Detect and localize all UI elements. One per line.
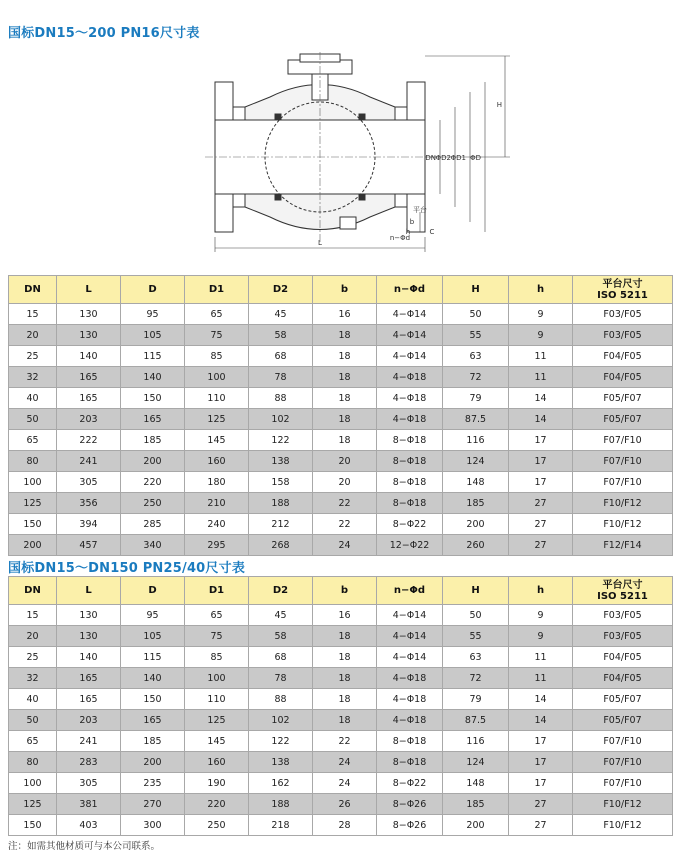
dim-d2-label: ΦD2 bbox=[435, 154, 451, 162]
column-header: D1 bbox=[185, 276, 249, 304]
column-header: D2 bbox=[249, 577, 313, 605]
table-cell: F05/F07 bbox=[573, 710, 673, 731]
table-cell: 24 bbox=[313, 752, 377, 773]
table-cell: 14 bbox=[509, 689, 573, 710]
table-row bbox=[9, 626, 673, 647]
table-cell: 138 bbox=[249, 752, 313, 773]
table-row bbox=[9, 647, 673, 668]
table-cell: 180 bbox=[185, 472, 249, 493]
table-cell: 188 bbox=[249, 794, 313, 815]
table-cell: 110 bbox=[185, 388, 249, 409]
table-cell: F07/F10 bbox=[573, 451, 673, 472]
table-cell: 145 bbox=[185, 731, 249, 752]
table-cell: 20 bbox=[9, 325, 57, 346]
table-row bbox=[9, 710, 673, 731]
table-cell: 165 bbox=[121, 710, 185, 731]
table-cell: 105 bbox=[121, 626, 185, 647]
table-cell: 75 bbox=[185, 626, 249, 647]
column-header: H bbox=[443, 577, 509, 605]
table-cell: F10/F12 bbox=[573, 794, 673, 815]
table-cell: 100 bbox=[185, 668, 249, 689]
table-cell: 218 bbox=[249, 815, 313, 836]
table-cell: 17 bbox=[509, 472, 573, 493]
table-cell: 212 bbox=[249, 514, 313, 535]
table-cell: 250 bbox=[121, 493, 185, 514]
table-cell: 45 bbox=[249, 605, 313, 626]
table-cell: 185 bbox=[121, 731, 185, 752]
table-cell: 8−Φ22 bbox=[377, 514, 443, 535]
table-cell: 11 bbox=[509, 647, 573, 668]
table-cell: 165 bbox=[121, 409, 185, 430]
table-cell: F10/F12 bbox=[573, 815, 673, 836]
table-cell: F12/F14 bbox=[573, 535, 673, 556]
column-header: DN bbox=[9, 577, 57, 605]
table-row bbox=[9, 367, 673, 388]
table-cell: 185 bbox=[121, 430, 185, 451]
table-cell: 283 bbox=[57, 752, 121, 773]
table-cell: 235 bbox=[121, 773, 185, 794]
table-cell: 125 bbox=[185, 710, 249, 731]
table-cell: 50 bbox=[443, 304, 509, 325]
table-cell: 16 bbox=[313, 605, 377, 626]
table-cell: 165 bbox=[57, 367, 121, 388]
table-cell: 4−Φ18 bbox=[377, 668, 443, 689]
table-cell: 8−Φ18 bbox=[377, 472, 443, 493]
table-cell: 9 bbox=[509, 626, 573, 647]
table-cell: 125 bbox=[9, 493, 57, 514]
table-cell: 45 bbox=[249, 304, 313, 325]
footnote: 注：如需其他材质可与本公司联系。 bbox=[8, 841, 161, 852]
table-cell: 130 bbox=[57, 325, 121, 346]
table-cell: 55 bbox=[443, 626, 509, 647]
table-cell: 295 bbox=[185, 535, 249, 556]
table-cell: 150 bbox=[121, 689, 185, 710]
table-cell: F03/F05 bbox=[573, 304, 673, 325]
dim-c-label: C bbox=[429, 228, 435, 236]
table-cell: 24 bbox=[313, 773, 377, 794]
table-cell: F05/F07 bbox=[573, 388, 673, 409]
table-cell: 17 bbox=[509, 731, 573, 752]
column-header: DN bbox=[9, 276, 57, 304]
table-header-row bbox=[9, 577, 673, 605]
column-header: n−Φd bbox=[377, 577, 443, 605]
table-cell: 165 bbox=[57, 689, 121, 710]
table-cell: 124 bbox=[443, 752, 509, 773]
table-cell: 8−Φ18 bbox=[377, 430, 443, 451]
table-cell: 17 bbox=[509, 451, 573, 472]
table-cell: 75 bbox=[185, 325, 249, 346]
table-cell: 4−Φ18 bbox=[377, 689, 443, 710]
table-cell: 14 bbox=[509, 388, 573, 409]
table-cell: 4−Φ14 bbox=[377, 605, 443, 626]
table-cell: 32 bbox=[9, 367, 57, 388]
table-cell: 28 bbox=[313, 815, 377, 836]
dim-b-label: b bbox=[409, 218, 415, 226]
table-cell: 8−Φ26 bbox=[377, 815, 443, 836]
table-cell: 18 bbox=[313, 388, 377, 409]
column-header: D1 bbox=[185, 577, 249, 605]
table-cell: 24 bbox=[313, 535, 377, 556]
dim-dn-label: DN bbox=[425, 154, 436, 162]
table-cell: 200 bbox=[9, 535, 57, 556]
table-cell: F05/F07 bbox=[573, 409, 673, 430]
table-cell: 250 bbox=[185, 815, 249, 836]
table-cell: 285 bbox=[121, 514, 185, 535]
table-cell: 140 bbox=[121, 668, 185, 689]
table-cell: 22 bbox=[313, 731, 377, 752]
table-cell: 18 bbox=[313, 689, 377, 710]
table-cell: 162 bbox=[249, 773, 313, 794]
table-cell: F07/F10 bbox=[573, 430, 673, 451]
table-cell: 14 bbox=[509, 409, 573, 430]
table-header-row bbox=[9, 276, 673, 304]
table-cell: 102 bbox=[249, 710, 313, 731]
table-cell: 240 bbox=[185, 514, 249, 535]
table-cell: F03/F05 bbox=[573, 325, 673, 346]
table-cell: 268 bbox=[249, 535, 313, 556]
table-cell: 102 bbox=[249, 409, 313, 430]
column-header: D2 bbox=[249, 276, 313, 304]
table-cell: 356 bbox=[57, 493, 121, 514]
table-cell: 165 bbox=[57, 668, 121, 689]
column-header: b bbox=[313, 577, 377, 605]
table-cell: 55 bbox=[443, 325, 509, 346]
table-cell: 203 bbox=[57, 409, 121, 430]
table-cell: 165 bbox=[57, 388, 121, 409]
table-cell: 148 bbox=[443, 472, 509, 493]
table-cell: 8−Φ18 bbox=[377, 493, 443, 514]
table-cell: 300 bbox=[121, 815, 185, 836]
table-cell: 110 bbox=[185, 689, 249, 710]
table-cell: 18 bbox=[313, 626, 377, 647]
table-cell: F03/F05 bbox=[573, 626, 673, 647]
table-cell: F07/F10 bbox=[573, 731, 673, 752]
table-cell: 58 bbox=[249, 626, 313, 647]
table-cell: 18 bbox=[313, 710, 377, 731]
table-cell: 8−Φ22 bbox=[377, 773, 443, 794]
table-cell: 394 bbox=[57, 514, 121, 535]
table-cell: 8−Φ18 bbox=[377, 752, 443, 773]
table-cell: 8−Φ26 bbox=[377, 794, 443, 815]
table-cell: 18 bbox=[313, 367, 377, 388]
table-cell: 40 bbox=[9, 388, 57, 409]
column-header: H bbox=[443, 276, 509, 304]
pn16-table-body bbox=[9, 304, 673, 556]
table-row bbox=[9, 493, 673, 514]
table-cell: 4−Φ14 bbox=[377, 647, 443, 668]
table-row bbox=[9, 752, 673, 773]
table-cell: 305 bbox=[57, 472, 121, 493]
table-cell: 116 bbox=[443, 430, 509, 451]
table-cell: 9 bbox=[509, 325, 573, 346]
dim-l-label: L bbox=[318, 239, 322, 247]
table-cell: 80 bbox=[9, 451, 57, 472]
table-cell: 4−Φ18 bbox=[377, 367, 443, 388]
table-cell: 18 bbox=[313, 430, 377, 451]
table-cell: 4−Φ14 bbox=[377, 346, 443, 367]
table-cell: 11 bbox=[509, 367, 573, 388]
table-cell: 27 bbox=[509, 493, 573, 514]
pn25-40-table-body bbox=[9, 605, 673, 836]
table-row bbox=[9, 815, 673, 836]
column-header: L bbox=[57, 577, 121, 605]
table-cell: 115 bbox=[121, 346, 185, 367]
ball-valve-drawing bbox=[150, 52, 540, 262]
pn16-dimension-table bbox=[8, 275, 673, 556]
table-cell: 138 bbox=[249, 451, 313, 472]
table-cell: 148 bbox=[443, 773, 509, 794]
column-header: D bbox=[121, 276, 185, 304]
table-cell: 4−Φ18 bbox=[377, 710, 443, 731]
table-cell: 188 bbox=[249, 493, 313, 514]
table-cell: 457 bbox=[57, 535, 121, 556]
table-cell: 12−Φ22 bbox=[377, 535, 443, 556]
table-cell: 25 bbox=[9, 346, 57, 367]
table-cell: 125 bbox=[9, 794, 57, 815]
table-cell: 26 bbox=[313, 794, 377, 815]
table-cell: 140 bbox=[57, 346, 121, 367]
table-row bbox=[9, 668, 673, 689]
table-cell: 125 bbox=[185, 409, 249, 430]
table-cell: 88 bbox=[249, 388, 313, 409]
table-cell: 105 bbox=[121, 325, 185, 346]
table-cell: 87.5 bbox=[443, 409, 509, 430]
table-cell: 4−Φ14 bbox=[377, 325, 443, 346]
table-cell: F07/F10 bbox=[573, 773, 673, 794]
table-cell: 158 bbox=[249, 472, 313, 493]
table-cell: F04/F05 bbox=[573, 346, 673, 367]
column-header: 平台尺寸 ISO 5211 bbox=[573, 276, 673, 304]
table-cell: 9 bbox=[509, 605, 573, 626]
table-cell: 222 bbox=[57, 430, 121, 451]
table-row bbox=[9, 773, 673, 794]
table-cell: 8−Φ18 bbox=[377, 731, 443, 752]
table-cell: 18 bbox=[313, 409, 377, 430]
table-cell: 22 bbox=[313, 514, 377, 535]
table-row bbox=[9, 794, 673, 815]
table-cell: 4−Φ14 bbox=[377, 304, 443, 325]
table-cell: 32 bbox=[9, 668, 57, 689]
table-cell: 16 bbox=[313, 304, 377, 325]
pn25-40-dimension-table bbox=[8, 576, 673, 836]
table-row bbox=[9, 605, 673, 626]
table-cell: 11 bbox=[509, 668, 573, 689]
table-cell: 100 bbox=[9, 773, 57, 794]
table-cell: 87.5 bbox=[443, 710, 509, 731]
table-row bbox=[9, 346, 673, 367]
table-cell: 190 bbox=[185, 773, 249, 794]
table-cell: 20 bbox=[313, 472, 377, 493]
table-cell: 381 bbox=[57, 794, 121, 815]
table-cell: 27 bbox=[509, 815, 573, 836]
table-row bbox=[9, 409, 673, 430]
table-cell: 11 bbox=[509, 346, 573, 367]
table-cell: F07/F10 bbox=[573, 752, 673, 773]
pn16-table-title: 国标DN15～200 PN16尺寸表 bbox=[8, 26, 200, 41]
table-cell: 27 bbox=[509, 794, 573, 815]
table-cell: 65 bbox=[185, 304, 249, 325]
table-cell: 27 bbox=[509, 535, 573, 556]
table-cell: 18 bbox=[313, 647, 377, 668]
table-cell: 88 bbox=[249, 689, 313, 710]
table-cell: 124 bbox=[443, 451, 509, 472]
table-cell: 100 bbox=[9, 472, 57, 493]
table-cell: 241 bbox=[57, 451, 121, 472]
table-cell: 95 bbox=[121, 605, 185, 626]
table-row bbox=[9, 689, 673, 710]
table-cell: 150 bbox=[9, 514, 57, 535]
table-cell: 150 bbox=[121, 388, 185, 409]
table-cell: 17 bbox=[509, 773, 573, 794]
dim-n-phi-d-label: n−Φd bbox=[389, 234, 411, 242]
table-cell: 68 bbox=[249, 647, 313, 668]
pn25-40-table-title: 国标DN15～DN150 PN25/40尺寸表 bbox=[8, 561, 246, 576]
table-cell: 260 bbox=[443, 535, 509, 556]
table-cell: 200 bbox=[443, 514, 509, 535]
table-cell: 40 bbox=[9, 689, 57, 710]
table-cell: 68 bbox=[249, 346, 313, 367]
table-cell: F04/F05 bbox=[573, 367, 673, 388]
table-cell: 122 bbox=[249, 430, 313, 451]
table-cell: 220 bbox=[185, 794, 249, 815]
table-cell: F10/F12 bbox=[573, 493, 673, 514]
table-cell: 14 bbox=[509, 710, 573, 731]
table-cell: 9 bbox=[509, 304, 573, 325]
table-cell: F03/F05 bbox=[573, 605, 673, 626]
table-cell: 160 bbox=[185, 752, 249, 773]
column-header: L bbox=[57, 276, 121, 304]
table-cell: 200 bbox=[443, 815, 509, 836]
table-cell: 305 bbox=[57, 773, 121, 794]
table-cell: 270 bbox=[121, 794, 185, 815]
table-cell: 220 bbox=[121, 472, 185, 493]
column-header: b bbox=[313, 276, 377, 304]
table-row bbox=[9, 325, 673, 346]
table-cell: 130 bbox=[57, 304, 121, 325]
table-cell: 78 bbox=[249, 668, 313, 689]
table-cell: 22 bbox=[313, 493, 377, 514]
table-row bbox=[9, 451, 673, 472]
dim-d-label: ΦD bbox=[470, 154, 481, 162]
table-row bbox=[9, 535, 673, 556]
table-cell: 50 bbox=[9, 409, 57, 430]
table-cell: 20 bbox=[9, 626, 57, 647]
table-cell: 65 bbox=[185, 605, 249, 626]
table-cell: 15 bbox=[9, 304, 57, 325]
table-cell: 160 bbox=[185, 451, 249, 472]
table-cell: 65 bbox=[9, 731, 57, 752]
table-cell: 15 bbox=[9, 605, 57, 626]
table-cell: 72 bbox=[443, 367, 509, 388]
table-cell: 130 bbox=[57, 605, 121, 626]
table-cell: 85 bbox=[185, 647, 249, 668]
dim-d1-label: ΦD1 bbox=[450, 154, 466, 162]
table-cell: 140 bbox=[121, 367, 185, 388]
dim-platform-label: 平台 bbox=[413, 206, 427, 214]
table-cell: 78 bbox=[249, 367, 313, 388]
table-cell: 185 bbox=[443, 493, 509, 514]
table-cell: 200 bbox=[121, 752, 185, 773]
table-cell: 340 bbox=[121, 535, 185, 556]
table-cell: F10/F12 bbox=[573, 514, 673, 535]
table-row bbox=[9, 472, 673, 493]
table-cell: 80 bbox=[9, 752, 57, 773]
column-header: n−Φd bbox=[377, 276, 443, 304]
table-cell: 95 bbox=[121, 304, 185, 325]
table-cell: 72 bbox=[443, 668, 509, 689]
table-cell: F04/F05 bbox=[573, 668, 673, 689]
table-cell: 210 bbox=[185, 493, 249, 514]
table-cell: 4−Φ14 bbox=[377, 626, 443, 647]
table-cell: 122 bbox=[249, 731, 313, 752]
table-row bbox=[9, 304, 673, 325]
table-cell: F05/F07 bbox=[573, 689, 673, 710]
table-cell: 17 bbox=[509, 752, 573, 773]
table-cell: 8−Φ18 bbox=[377, 451, 443, 472]
table-cell: 403 bbox=[57, 815, 121, 836]
table-cell: 150 bbox=[9, 815, 57, 836]
table-cell: 4−Φ18 bbox=[377, 388, 443, 409]
table-cell: 18 bbox=[313, 668, 377, 689]
column-header: h bbox=[509, 577, 573, 605]
table-cell: 27 bbox=[509, 514, 573, 535]
table-cell: 65 bbox=[9, 430, 57, 451]
table-cell: 17 bbox=[509, 430, 573, 451]
table-cell: 130 bbox=[57, 626, 121, 647]
table-cell: 115 bbox=[121, 647, 185, 668]
table-cell: 79 bbox=[443, 689, 509, 710]
table-cell: 203 bbox=[57, 710, 121, 731]
table-cell: 18 bbox=[313, 325, 377, 346]
table-cell: 100 bbox=[185, 367, 249, 388]
table-row bbox=[9, 514, 673, 535]
column-header: h bbox=[509, 276, 573, 304]
table-cell: 85 bbox=[185, 346, 249, 367]
table-cell: 63 bbox=[443, 647, 509, 668]
table-cell: 4−Φ18 bbox=[377, 409, 443, 430]
table-cell: 58 bbox=[249, 325, 313, 346]
table-cell: 63 bbox=[443, 346, 509, 367]
table-cell: 18 bbox=[313, 346, 377, 367]
column-header: D bbox=[121, 577, 185, 605]
table-cell: 241 bbox=[57, 731, 121, 752]
table-cell: 79 bbox=[443, 388, 509, 409]
dim-h-lower-label: h bbox=[405, 228, 411, 236]
table-cell: 20 bbox=[313, 451, 377, 472]
table-cell: 145 bbox=[185, 430, 249, 451]
dim-h-upper-label: H bbox=[496, 101, 502, 109]
table-cell: 200 bbox=[121, 451, 185, 472]
table-cell: 116 bbox=[443, 731, 509, 752]
table-cell: 140 bbox=[57, 647, 121, 668]
table-row bbox=[9, 731, 673, 752]
table-cell: 25 bbox=[9, 647, 57, 668]
table-row bbox=[9, 430, 673, 451]
table-cell: 50 bbox=[443, 605, 509, 626]
table-cell: 50 bbox=[9, 710, 57, 731]
table-row bbox=[9, 388, 673, 409]
table-cell: 185 bbox=[443, 794, 509, 815]
table-cell: F07/F10 bbox=[573, 472, 673, 493]
table-cell: F04/F05 bbox=[573, 647, 673, 668]
column-header: 平台尺寸 ISO 5211 bbox=[573, 577, 673, 605]
